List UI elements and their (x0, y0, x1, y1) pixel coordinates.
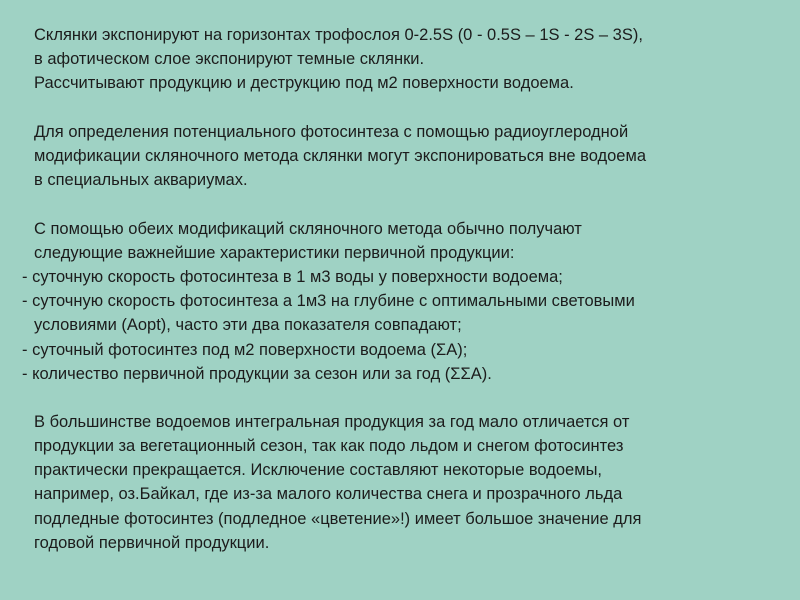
text-line: в специальных аквариумах. (34, 171, 248, 189)
text-line: Склянки экспонируют на горизонтах трофослоя 0-2.5S (0 - 0.5S – 1S - 2S – 3S), (34, 26, 643, 44)
text-line: модификации скляночного метода склянки могут экспонироваться вне водоема (34, 147, 647, 165)
text-line: С помощью обеих модификаций скляночного метода обычно получают (34, 220, 582, 238)
list-item: - суточную скорость фотосинтеза в 1 м3 воды у поверхности водоема; (22, 268, 563, 286)
text-line: Для определения потенциального фотосинтеза с помощью радиоуглеродной (34, 123, 629, 141)
text-line: годовой первичной продукции. (34, 534, 270, 552)
list-item-continuation: условиями (Aopt), часто эти два показателя совпадают; (34, 316, 462, 334)
text-line: В большинстве водоемов интегральная продукция за год мало отличается от (34, 413, 630, 431)
text-line: подледные фотосинтез (подледное «цветение»!) имеет большое значение для (34, 510, 642, 528)
list-item: - суточный фотосинтез под м2 поверхности водоема (ΣA); (22, 341, 468, 359)
list-item: - суточную скорость фотосинтеза а 1м3 на глубине с оптимальными световыми (22, 292, 635, 310)
text-line: Рассчитывают продукцию и деструкцию под м2 поверхности водоема. (34, 74, 574, 92)
text-line: в афотическом слое экспонируют темные склянки. (34, 50, 425, 68)
text-line: следующие важнейшие характеристики первичной продукции: (34, 244, 515, 262)
text-line: например, оз.Байкал, где из-за малого количества снега и прозрачного льда (34, 485, 623, 503)
text-line: практически прекращается. Исключение составляют некоторые водоемы, (34, 461, 603, 479)
text-line: продукции за вегетационный сезон, так как подо льдом и снегом фотосинтез (34, 437, 624, 455)
list-item: - количество первичной продукции за сезон или за год (ΣΣA). (22, 365, 492, 383)
